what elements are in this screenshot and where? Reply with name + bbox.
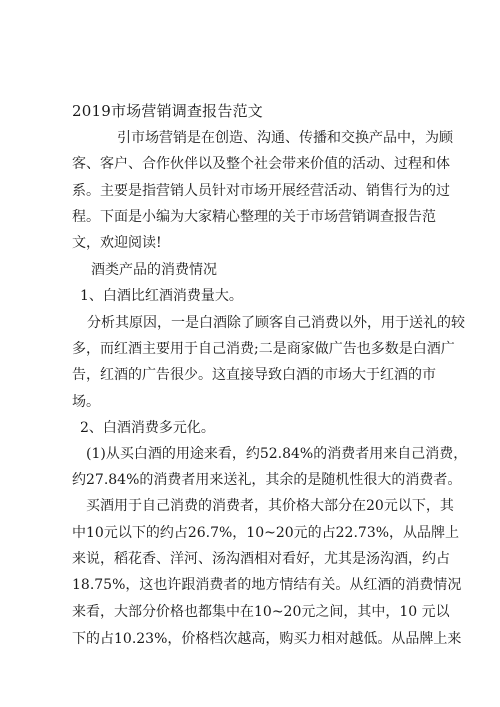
document-title: 2019市场营销调查报告范文 [72, 102, 263, 120]
paragraph-line: 约27.84%的消费者用来送礼，其余的是随机性很大的消费者。 [72, 472, 462, 488]
paragraph-line: 1、白酒比红酒消费量大。 [80, 288, 243, 304]
paragraph-line: 程。下面是小编为大家精心整理的关于市场营销调查报告范 [72, 209, 436, 225]
paragraph-line: 来说，稻花香、洋河、汤沟酒相对看好，尤其是汤沟酒，约占 [72, 551, 450, 567]
paragraph-line: 场。 [72, 394, 100, 410]
paragraph-line: 下的占10.23%，价格档次越高，购买力相对越低。从品牌上来 [72, 631, 462, 647]
paragraph-line: 告，红酒的广告很少。这直接导致白酒的市场大于红酒的市 [72, 367, 436, 383]
paragraph-line: 系。主要是指营销人员针对市场开展经营活动、销售行为的过 [72, 183, 450, 199]
paragraph-line: 酒类产品的消费情况 [91, 262, 217, 278]
paragraph-line: 多，而红酒主要用于自己消费;二是商家做广告也多数是白酒广 [72, 341, 455, 357]
paragraph-line: 文，欢迎阅读! [72, 235, 162, 251]
paragraph-line: 引市场营销是在创造、沟通、传播和交换产品中，为顾 [117, 130, 453, 146]
paragraph-line: 来看，大部分价格也都集中在10~20元之间，其中，10 元以 [72, 604, 450, 620]
paragraph-line: 客、客户、合作伙伴以及整个社会带来价值的活动、过程和体 [72, 156, 450, 172]
paragraph-line: 2、白酒消费多元化。 [80, 420, 215, 436]
paragraph-line: 18.75%，这也许跟消费者的地方情结有关。从红酒的消费情况 [72, 577, 462, 593]
paragraph-line: (1)从买白酒的用途来看，约52.84%的消费者用来自己消费， [86, 446, 468, 462]
paragraph-line: 分析其原因，一是白酒除了顾客自己消费以外，用于送礼的较 [87, 315, 465, 331]
paragraph-line: 中10元以下的约占26.7%，10~20元的占22.73%，从品牌上 [72, 525, 460, 541]
paragraph-line: 买酒用于自己消费的消费者，其价格大部分在20元以下，其 [86, 498, 454, 514]
